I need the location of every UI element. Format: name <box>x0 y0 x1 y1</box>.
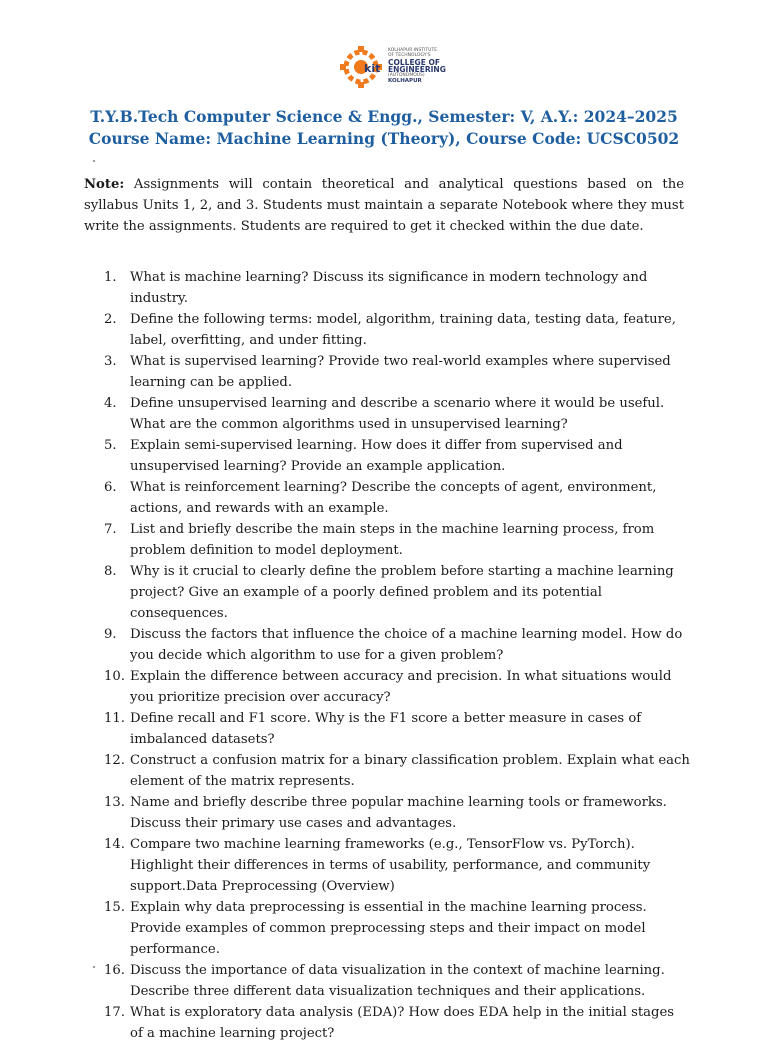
question-text: Discuss the factors that influence the choice of a machine learning model. How do you decide which algorithm to use for a given problem? <box>130 627 683 663</box>
question-item <box>84 666 690 708</box>
question-number: 9. <box>104 627 117 642</box>
stray-mark <box>93 966 95 968</box>
question-text: Construct a confusion matrix for a binary classification problem. Explain what each element of the matrix represents. <box>130 753 690 789</box>
question-number: 10. <box>104 669 125 684</box>
logo-line-6: KOLHAPUR <box>388 78 422 85</box>
college-name-block <box>388 49 446 85</box>
question-text: Define recall and F1 score. Why is the F1 score a better measure in cases of imbalanced datasets? <box>130 711 642 747</box>
question-text: List and briefly describe the main steps in the machine learning process, from problem definition to model deployment. <box>130 522 655 558</box>
question-list <box>84 267 690 1044</box>
question-number: 1. <box>104 270 117 285</box>
question-item <box>84 309 690 351</box>
question-text: Explain semi-supervised learning. How does it differ from supervised and unsupervised learning? Provide an example application. <box>130 438 623 474</box>
question-item <box>84 351 690 393</box>
question-number: 17. <box>104 1005 125 1020</box>
assignment-note <box>84 174 684 237</box>
question-item <box>84 267 690 309</box>
question-text: What is reinforcement learning? Describe the concepts of agent, environment, actions, and rewards with an example. <box>130 480 657 516</box>
logo-line-3: COLLEGE OF <box>388 57 440 67</box>
question-text: Define unsupervised learning and describe a scenario where it would be useful. What are the common algorithms used in unsupervised learning? <box>130 396 665 432</box>
question-text: What is machine learning? Discuss its significance in modern technology and industry. <box>130 270 648 306</box>
question-text: Explain why data preprocessing is essential in the machine learning process. Provide examples of common preprocessing steps and their impact on model performance. <box>130 900 647 957</box>
question-item <box>84 519 690 561</box>
document-heading <box>0 106 768 150</box>
question-item <box>84 1002 690 1044</box>
question-number: 7. <box>104 522 117 537</box>
note-label: Note: <box>84 177 125 192</box>
question-number: 13. <box>104 795 125 810</box>
logo-line-2: OF TECHNOLOGY'S <box>388 52 431 58</box>
college-emblem-icon <box>338 44 384 90</box>
question-number: 5. <box>104 438 117 453</box>
question-number: 11. <box>104 711 125 726</box>
question-number: 15. <box>104 900 125 915</box>
stray-mark <box>93 160 95 162</box>
question-item <box>84 477 690 519</box>
question-text: Name and briefly describe three popular machine learning tools or frameworks. Discuss their primary use cases and advantages. <box>130 795 667 831</box>
question-number: 12. <box>104 753 125 768</box>
question-item <box>84 834 690 897</box>
heading-program-line: T.Y.B.Tech Computer Science & Engg., Semester: V, A.Y.: 2024–2025 <box>90 107 678 126</box>
question-number: 3. <box>104 354 117 369</box>
question-text: Explain the difference between accuracy and precision. In what situations would you prioritize precision over accuracy? <box>130 669 672 705</box>
question-item <box>84 393 690 435</box>
question-number: 4. <box>104 396 117 411</box>
question-item <box>84 960 690 1002</box>
question-item <box>84 708 690 750</box>
question-text: What is exploratory data analysis (EDA)? How does EDA help in the initial stages of a machine learning project? <box>130 1005 675 1041</box>
question-number: 8. <box>104 564 117 579</box>
logo-line-1: KOLHAPUR INSTITUTE <box>388 48 438 54</box>
question-text: Why is it crucial to clearly define the problem before starting a machine learning project? Give an example of a poorly defined problem and its potential consequences. <box>130 564 674 621</box>
question-text: Compare two machine learning frameworks (e.g., TensorFlow vs. PyTorch). Highlight their differences in terms of usability, performance, and community support.Data Preprocessing (Overview) <box>130 837 651 894</box>
college-logo <box>338 40 458 94</box>
question-text: What is supervised learning? Provide two real-world examples where supervised learning can be applied. <box>130 354 671 390</box>
question-text: Discuss the importance of data visualization in the context of machine learning. Describe three different data visualization techniques and their applications. <box>130 963 665 999</box>
question-text: Define the following terms: model, algorithm, training data, testing data, feature, label, overfitting, and under fitting. <box>130 312 676 348</box>
question-number: 2. <box>104 312 117 327</box>
question-item <box>84 897 690 960</box>
question-number: 6. <box>104 480 117 495</box>
question-item <box>84 561 690 624</box>
logo-line-5: (AUTONOMOUS) <box>388 73 425 79</box>
question-number: 14. <box>104 837 125 852</box>
logo-line-4: ENGINEERING <box>388 65 446 75</box>
question-item <box>84 435 690 477</box>
question-number: 16. <box>104 963 125 978</box>
question-item <box>84 750 690 792</box>
heading-course-line: Course Name: Machine Learning (Theory), Course Code: UCSC0502 <box>88 129 680 148</box>
question-item <box>84 792 690 834</box>
svg-text:kit: kit <box>364 62 381 75</box>
question-item <box>84 624 690 666</box>
note-text: Assignments will contain theoretical and analytical questions based on the syllabus Units 1, 2, and 3. Students must maintain a separate Notebook where they must write the assignments. Students are required to get it checked within the due date. <box>84 177 684 234</box>
